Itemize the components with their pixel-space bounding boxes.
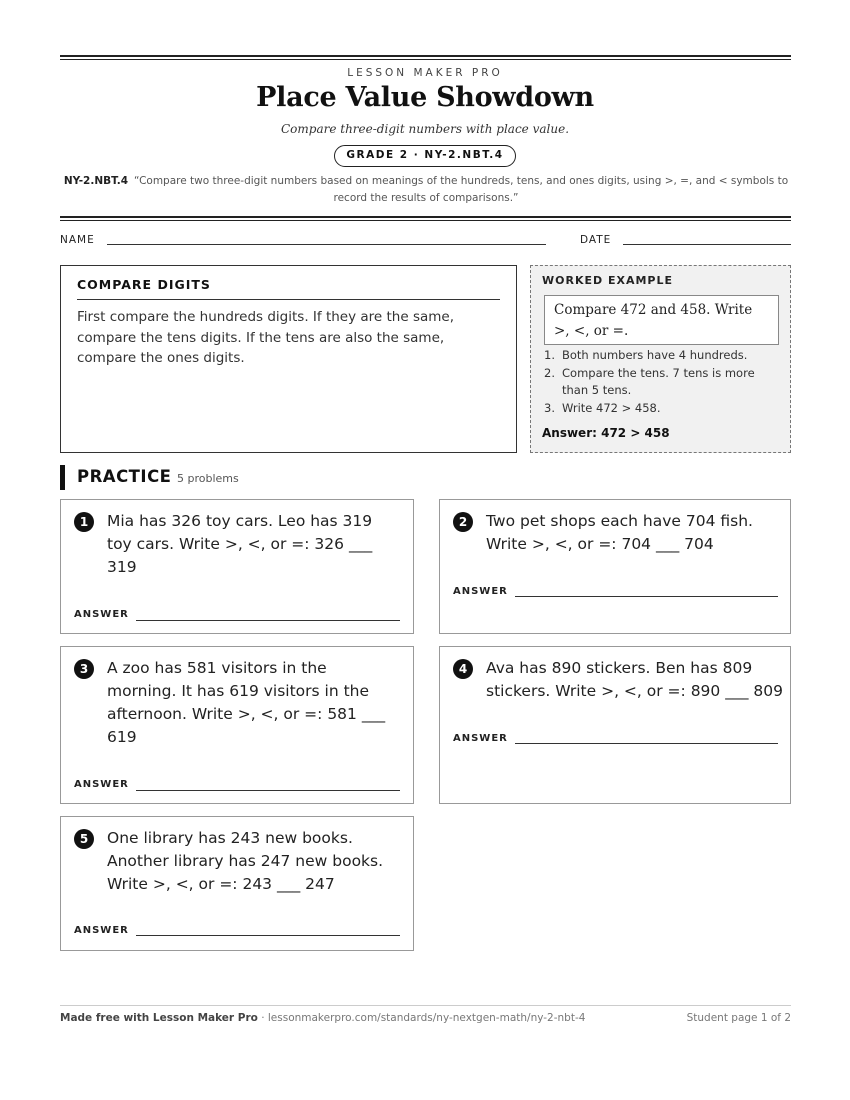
problem-line: Another library has 247 new books. <box>107 852 384 870</box>
problem-card-4 <box>439 646 791 804</box>
problem-number: 2 <box>453 512 473 532</box>
answer-field[interactable] <box>136 935 400 936</box>
problem-number: 5 <box>74 829 94 849</box>
problem-line: Two pet shops each have 704 fish. <box>486 512 753 530</box>
footer-separator: · <box>257 1012 268 1024</box>
date-field[interactable] <box>623 244 791 245</box>
problem-card-2 <box>439 499 791 634</box>
problem-line: afternoon. Write >, <, or =: 581 ___ <box>107 705 386 723</box>
practice-accent-bar <box>60 465 65 490</box>
problem-line: Write >, <, or =: 243 ___ 247 <box>107 875 335 893</box>
answer-label: ANSWER <box>74 925 129 936</box>
practice-heading: PRACTICE <box>77 467 172 486</box>
answer-field[interactable] <box>136 790 400 791</box>
name-field[interactable] <box>107 244 546 245</box>
problem-card-3 <box>60 646 414 804</box>
problem-text <box>486 657 783 703</box>
worked-example-box <box>530 265 791 453</box>
problem-text <box>486 510 753 556</box>
problem-number: 3 <box>74 659 94 679</box>
footer-made-by: Made free with Lesson Maker Pro <box>60 1012 258 1024</box>
worked-example-heading: WORKED EXAMPLE <box>542 274 673 287</box>
step-text: Compare the tens. 7 tens is more than 5 tens. <box>562 366 755 397</box>
brand-name: LESSON MAKER PRO <box>347 67 503 79</box>
answer-field[interactable] <box>136 620 400 621</box>
problem-text <box>107 510 372 579</box>
practice-count: 5 problems <box>177 472 239 485</box>
grade-badge: GRADE 2 · NY-2.NBT.4 <box>334 145 516 167</box>
footer-divider <box>60 1005 791 1006</box>
worked-example-answer: Answer: 472 > 458 <box>542 426 670 440</box>
answer-field[interactable] <box>515 743 778 744</box>
step-number: 1. <box>544 348 555 362</box>
problem-line: morning. It has 619 visitors in the <box>107 682 370 700</box>
problem-number: 1 <box>74 512 94 532</box>
problem-line: 319 <box>107 558 137 576</box>
answer-field[interactable] <box>515 596 778 597</box>
step-item <box>544 400 784 417</box>
step-number: 3. <box>544 401 555 415</box>
date-label: DATE <box>580 234 612 246</box>
problem-line: 619 <box>107 728 137 746</box>
header-rule <box>60 216 791 221</box>
standard-statement <box>62 173 790 207</box>
standard-text: “Compare two three-digit numbers based on meanings of the hundreds, tens, and ones digits, using >, =, and < symbols to record the results of comparisons.” <box>134 175 789 204</box>
step-text: Both numbers have 4 hundreds. <box>562 348 748 362</box>
step-text: Write 472 > 458. <box>562 401 661 415</box>
answer-label: ANSWER <box>74 779 129 790</box>
top-rule <box>60 55 791 60</box>
page-title: Place Value Showdown <box>256 82 594 113</box>
footer-credit <box>60 1012 585 1024</box>
page-subtitle: Compare three-digit numbers with place value. <box>280 122 570 136</box>
worked-example-steps <box>544 347 784 418</box>
problem-line: stickers. Write >, <, or =: 890 ___ 809 <box>486 682 783 700</box>
compare-digits-divider <box>77 299 500 300</box>
compare-digits-body: First compare the hundreds digits. If they are the same, compare the tens digits. If the tens are also the same, compare the ones digits. <box>77 309 454 366</box>
problem-line: Ava has 890 stickers. Ben has 809 <box>486 659 753 677</box>
problem-card-1 <box>60 499 414 634</box>
problem-line: toy cars. Write >, <, or =: 326 ___ <box>107 535 373 553</box>
footer-url[interactable]: lessonmakerpro.com/standards/ny-nextgen-math/ny-2-nbt-4 <box>267 1012 586 1024</box>
compare-digits-box <box>60 265 517 453</box>
problem-line: One library has 243 new books. <box>107 829 353 847</box>
problem-line: Mia has 326 toy cars. Leo has 319 <box>107 512 373 530</box>
answer-label: ANSWER <box>453 733 508 744</box>
step-item <box>544 365 784 399</box>
step-item <box>544 347 784 364</box>
step-number: 2. <box>544 366 555 380</box>
problem-line: Write >, <, or =: 704 ___ 704 <box>486 535 714 553</box>
footer-page-number: Student page 1 of 2 <box>686 1012 791 1024</box>
problem-number: 4 <box>453 659 473 679</box>
problem-text <box>107 827 383 896</box>
problem-text <box>107 657 385 749</box>
name-label: NAME <box>60 234 95 246</box>
answer-label: ANSWER <box>74 609 129 620</box>
compare-digits-heading: COMPARE DIGITS <box>77 277 211 292</box>
problem-line: A zoo has 581 visitors in the <box>107 659 327 677</box>
standard-code: NY-2.NBT.4 <box>63 175 128 187</box>
answer-label: ANSWER <box>453 586 508 597</box>
worked-example-problem: Compare 472 and 458. Write >, <, or =. <box>544 295 779 345</box>
problem-card-5 <box>60 816 414 951</box>
